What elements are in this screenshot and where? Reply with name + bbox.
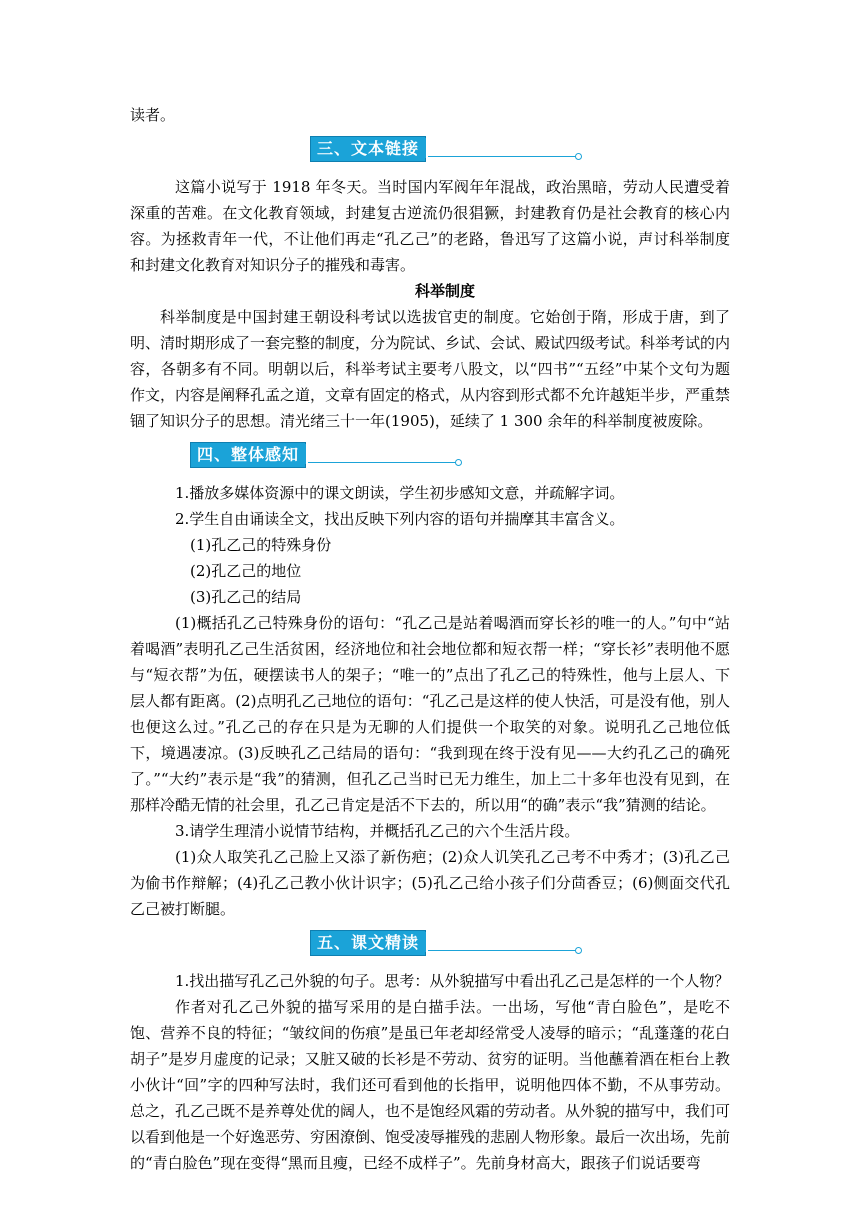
badge-dot-decoration [455,459,462,466]
badge-bar-decoration [302,444,306,464]
badge-dot-decoration [575,153,582,160]
answer-5-1: 作者对孔乙己外貌的描写采用的是白描手法。一出场，写他“青白脸色”，是吃不饱、营养不良的特征；“皱纹间的伤痕”是虽已年老却经常受人凌辱的暗示；“乱蓬蓬的花白胡子”是岁月虚度的记录；又脏又破的长衫是不劳动、贫穷的证明。当他蘸着酒在柜台上教小伙计“回”字的四种写法时，我们还可看到他的长指甲，说明他四体不勤，不从事劳动。总之，孔乙己既不是养尊处优的阔人，也不是饱经风霜的劳动者。从外貌的描写中，我们可以看到他是一个好逸恶劳、穷困潦倒、饱受凌辱摧残的悲剧人物形象。最后一次出场，先前的“青白脸色”现在变得“黑而且瘦，已经不成样子”。先前身材高大，跟孩子们说话要弯 [130,998,731,1172]
list-item: (3)孔乙己的结局 [190,588,302,606]
badge-underline [428,156,576,157]
question-1: 1.播放多媒体资源中的课文朗读，学生初步感知文意，并疏解字词。 [175,484,625,502]
section-heading-5 [310,930,730,958]
list-item: (2)孔乙己的地位 [190,562,302,580]
question-2: 2.学生自由诵读全文，找出反映下列内容的语句并揣摩其丰富含义。 [175,510,625,528]
badge-underline [308,462,456,463]
section-heading-4 [190,442,730,470]
section-heading-text: 五、课文精读 [317,933,420,952]
section-badge [310,136,426,162]
list-item: (1)孔乙己的特殊身份 [190,536,332,554]
question-5-1: 1.找出描写孔乙己外貌的句子。思考：从外貌描写中看出孔乙己是怎样的一个人物？ [175,972,730,990]
answer-2: (1)概括孔乙己特殊身份的语句：“孔乙己是站着喝酒而穿长衫的唯一的人。”句中“站着喝酒”表明孔乙己生活贫困，经济地位和社会地位都和短衣帮一样；“穿长衫”表明他不愿与“短衣帮”为伍，硬摆读书人的架子；“唯一的”点出了孔乙己的特殊性，他与上层人、下层人都有距离。(2)点明孔乙己地位的语句：“孔乙己是这样的使人快活，可是没有他，别人也便这么过。”孔乙己的存在只是为无聊的人们提供一个取笑的对象。说明孔乙己地位低下，境遇凄凉。(3)反映孔乙己结局的语句：“我到现在终于没有见——大约孔乙己的确死了。”“大约”表示是“我”的猜测，但孔乙己当时已无力维生，加上二十多年也没有见到，在那样冷酷无情的社会里，孔乙己肯定是活不下去的，所以用“的确”表示“我”猜测的结论。 [130,614,730,814]
question-3: 3.请学生理清小说情节结构，并概括孔乙己的六个生活片段。 [175,822,580,840]
badge-bar-decoration [422,932,426,952]
section-badge [190,442,306,468]
badge-dot-decoration [575,947,582,954]
paragraph-keju: 科举制度是中国封建王朝设科考试以选拔官吏的制度。它始创于隋，形成于唐，到了明、清时期形成了一套完整的制度，分为院试、乡试、会试、殿试四级考试。科举考试的内容，各朝多有不同。明朝以后，科举考试主要考八股文，以“四书”“五经”中某个文句为题作文，内容是阐释孔孟之道，文章有固定的格式，从内容到形式都不允许越矩半步，严重禁锢了知识分子的思想。清光绪三十一年(1905)，延续了 1 300 余年的科举制度被废除。 [130,308,731,430]
answer-3: (1)众人取笑孔乙己脸上又添了新伤疤；(2)众人讥笑孔乙己考不中秀才；(3)孔乙己为偷书作辩解；(4)孔乙己教小伙计识字；(5)孔乙己给小孩子们分茴香豆；(6)侧面交代孔乙己被打断腿。 [130,848,730,918]
badge-underline [428,950,576,951]
section-badge [310,930,426,956]
section-heading-text: 四、整体感知 [197,445,300,464]
section-heading-text: 三、文本链接 [317,139,420,158]
page-content [130,102,730,1176]
subtitle-keju: 科举制度 [414,282,475,300]
top-fragment: 读者。 [130,106,176,124]
paragraph-background: 这篇小说写于 1918 年冬天。当时国内军阀年年混战，政治黑暗，劳动人民遭受着深重的苦难。在文化教育领域，封建复古逆流仍很猖獗，封建教育仍是社会教育的核心内容。为拯救青年一代，不让他们再走“孔乙己”的老路，鲁迅写了这篇小说，声讨科举制度和封建文化教育对知识分子的摧残和毒害。 [130,178,730,274]
section-heading-3 [310,136,730,164]
badge-bar-decoration [422,138,426,158]
